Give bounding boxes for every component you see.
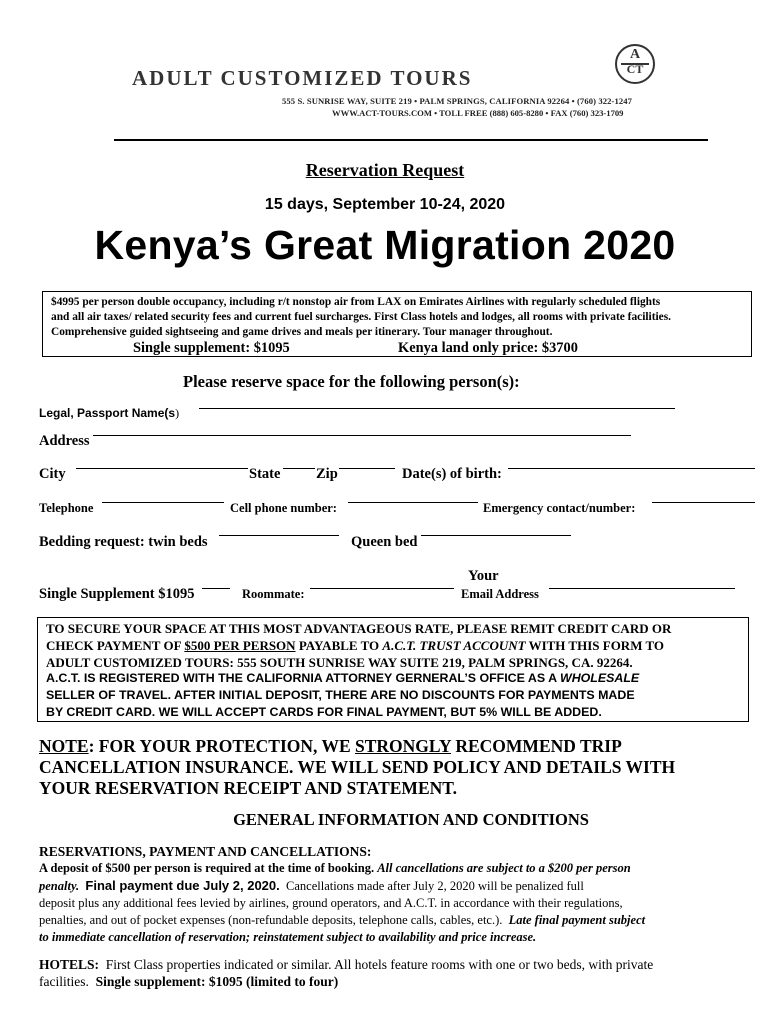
zip-label: Zip [316,466,338,482]
land-only-price: Kenya land only price: $3700 [398,340,578,356]
emergency-field[interactable] [652,501,755,503]
roommate-field[interactable] [310,587,454,589]
telephone-label: Telephone [39,501,94,515]
twin-beds-field[interactable] [219,534,339,536]
pricing-box [42,291,752,357]
company-address: 555 S. SUNRISE WAY, SUITE 219 • PALM SPRINGS, CALIFORNIA 92264 • (760) 322-1247 [282,96,633,106]
address-label: Address [39,433,90,449]
city-label: City [39,466,66,482]
payment-line: SELLER OF TRAVEL. AFTER INITIAL DEPOSIT, THERE ARE NO DISCOUNTS FOR PAYMENTS MADE [46,688,635,702]
company-name: ADULT CUSTOMIZED TOURS [132,66,473,90]
cell-label: Cell phone number: [230,501,337,515]
queen-bed-field[interactable] [421,534,571,536]
act-logo [615,44,655,84]
trip-dates: 15 days, September 10-24, 2020 [264,196,506,213]
cell-field[interactable] [348,501,478,503]
trip-title: Kenya’s Great Migration 2020 [94,222,676,268]
city-field[interactable] [76,467,248,469]
bedding-label: Bedding request: twin beds [39,534,208,550]
reservations-heading: RESERVATIONS, PAYMENT AND CANCELLATIONS: [39,844,372,859]
dob-label: Date(s) of birth: [402,466,502,482]
reservations-text: A deposit of $500 per person is required at the time of booking. All cancellations are subject to a $200 per person penalty. Final payment due July 2, 2020. Cancellations made after July 2, 2020 will be penalized full deposit plus any additional fees levied by airlines, ground operators, and A.C.T. in accordance with their regulations, penalties, and out of pocket expenses (non-refundable deposits, telephone calls, cables, etc.). Late final payment subject to immediate cancellation of reservation; reinstatement subject to availability and price increase. [39,861,646,944]
single-supplement-price: Single supplement: $1095 [133,340,290,356]
telephone-field[interactable] [102,501,224,503]
payment-line: A.C.T. IS REGISTERED WITH THE CALIFORNIA ATTORNEY GERNERAL’S OFFICE AS A WHOLESALE [46,671,640,685]
insurance-note: NOTE: FOR YOUR PROTECTION, WE STRONGLY RECOMMEND TRIP CANCELLATION INSURANCE. WE WILL SEND POLICY AND DETAILS WITH YOUR RESERVATION RECEIPT AND STATEMENT. [39,736,676,798]
state-label: State [249,466,281,482]
form-title: Reservation Request [305,160,465,180]
payment-box [37,617,749,722]
single-supplement-field[interactable] [202,587,230,589]
company-contact: WWW.ACT-TOURS.COM • TOLL FREE (888) 605-8280 • FAX (760) 323-1709 [332,108,624,118]
payment-line: TO SECURE YOUR SPACE AT THIS MOST ADVANTAGEOUS RATE, PLEASE REMIT CREDIT CARD OR [46,621,672,636]
email-field[interactable] [549,587,735,589]
general-info-heading: GENERAL INFORMATION AND CONDITIONS [233,810,589,829]
email-label: Email Address [461,587,539,601]
address-field[interactable] [93,434,631,436]
logo-letters-ct: CT [626,62,644,76]
payment-line: BY CREDIT CARD. WE WILL ACCEPT CARDS FOR FINAL PAYMENT, BUT 5% WILL BE ADDED. [46,705,602,719]
payment-line: ADULT CUSTOMIZED TOURS: 555 SOUTH SUNRISE WAY SUITE 219, PALM SPRINGS, CA. 92264. [46,655,633,670]
queen-bed-label: Queen bed [351,534,418,550]
roommate-label: Roommate: [242,587,305,601]
zip-field[interactable] [339,467,395,469]
state-field[interactable] [283,467,315,469]
your-label: Your [468,568,499,584]
legal-name-field[interactable] [199,407,675,409]
single-supplement-label: Single Supplement $1095 [39,586,195,602]
hotels-text: HOTELS: First Class properties indicated or similar. All hotels feature rooms with one or two beds, with private facilities. Single supplement: $1095 (limited to four) [39,957,654,989]
dob-field[interactable] [508,467,755,469]
reserve-prompt: Please reserve space for the following person(s): [183,372,520,391]
emergency-label: Emergency contact/number: [483,501,636,515]
legal-name-label: Legal, Passport Name(s) [39,406,180,420]
payment-line: CHECK PAYMENT OF $500 PER PERSON PAYABLE TO A.C.T. TRUST ACCOUNT WITH THIS FORM TO [46,638,665,653]
logo-letter-a: A [629,47,641,62]
pricing-text: $4995 per person double occupancy, including r/t nonstop air from LAX on Emirates Airlines with regularly scheduled flights and all air taxes/ related security fees and current fuel surcharges. First Class hotels and lodges, all rooms with private facilities. Comprehensive guided sightseeing and game drives and meals per itinerary. Tour manager throughout. [51,296,672,338]
header-rule [114,139,708,141]
